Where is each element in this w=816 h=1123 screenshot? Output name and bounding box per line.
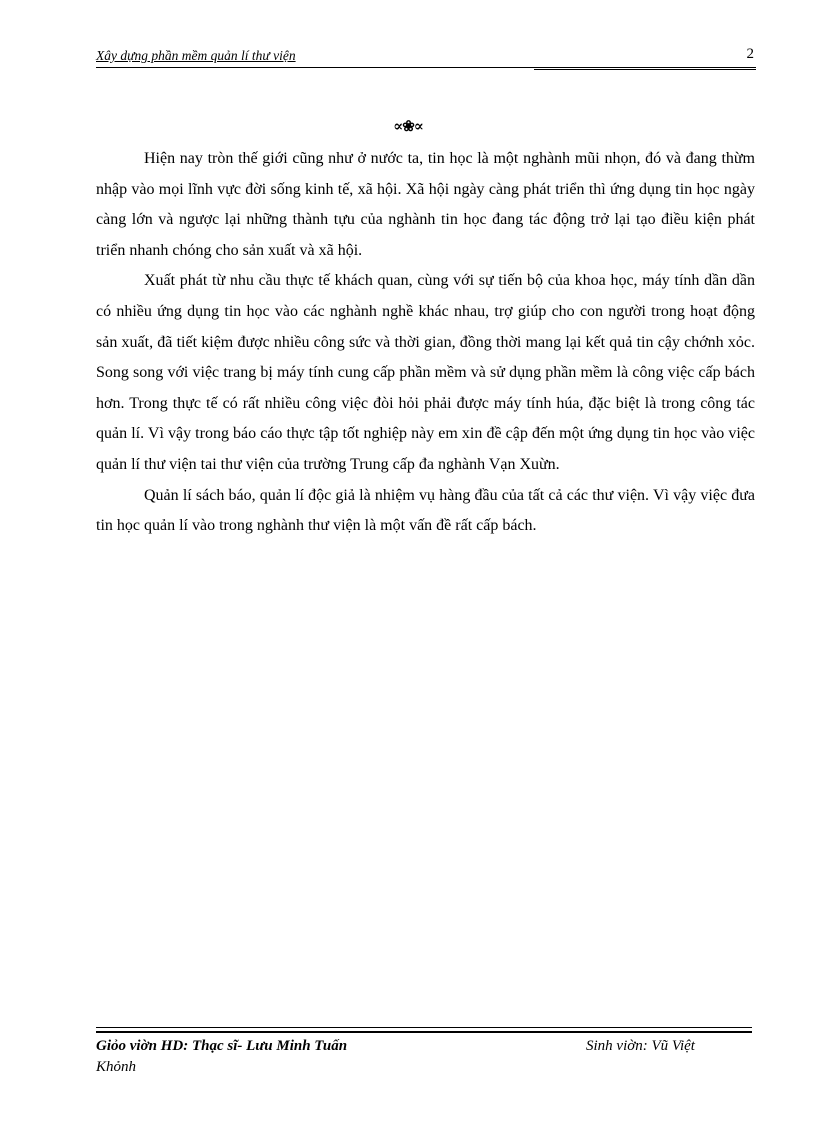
footer-student-name-wrap: Khỏnh <box>96 1059 137 1075</box>
footer-advisor: Giỏo viờn HD: Thạc sĩ- Lưu Minh Tuấn <box>96 1038 348 1054</box>
paragraph: Xuất phát từ nhu cầu thực tế khách quan, cùng với sự tiến bộ của khoa học, máy tính dần dần có nhiều ứng dụng tin học vào các nghành nghề khác nhau, trợ giúp cho con người trong hoạt động sản xuất, đã tiết kiệm được nhiều công sức và thời gian, đồng thời mang lại kết quả tin cậy chớnh xỏc. Song song với việc trang bị máy tính cung cấp phần mềm và sử dụng phần mềm là công việc cấp bách hơn. Trong thực tế có rất nhiều công việc đòi hỏi phải được máy tính húa, đặc biệt là trong công tác quản lí. Vì vậy trong báo cáo thực tập tốt nghiệp này em xin đề cập đến một ứng dụng tin học vào việc quản lí thư viện tai thư viện của trường Trung cấp đa nghành Vạn Xuừn. <box>96 272 755 473</box>
paragraph: Hiện nay tròn thế giới cũng như ở nước ta, tin học là một nghành mũi nhọn, đó và đang thừm nhập vào mọi lĩnh vực đời sống kinh tế, xã hội. Xã hội ngày càng phát triển thì ứng dụng tin học ngày càng lớn và ngược lại những thành tựu của nghành tin học đang tác động trở lại tạo điều kiện phát triển nhanh chóng cho sản xuất và xã hội. <box>96 150 755 259</box>
header-rule-secondary <box>534 69 756 70</box>
page-number: 2 <box>746 46 754 62</box>
footer-rule <box>96 1027 752 1028</box>
ornament-divider-icon: ∝❀∝ <box>393 119 423 135</box>
body-text <box>96 144 755 542</box>
footer-rule-thick <box>96 1031 752 1033</box>
page-footer <box>96 1027 752 1107</box>
page-header <box>96 48 756 68</box>
document-title: Xây dựng phần mềm quản lí thư viện <box>96 48 296 63</box>
footer-student: Sinh viờn: Vũ Việt <box>586 1038 695 1054</box>
header-rule <box>96 67 756 68</box>
paragraph: Quản lí sách báo, quản lí độc giả là nhiệm vụ hàng đầu của tất cả các thư viện. Vì vậy việc đưa tin học quản lí vào trong nghành thư viện là một vấn đề rất cấp bách. <box>96 486 755 535</box>
